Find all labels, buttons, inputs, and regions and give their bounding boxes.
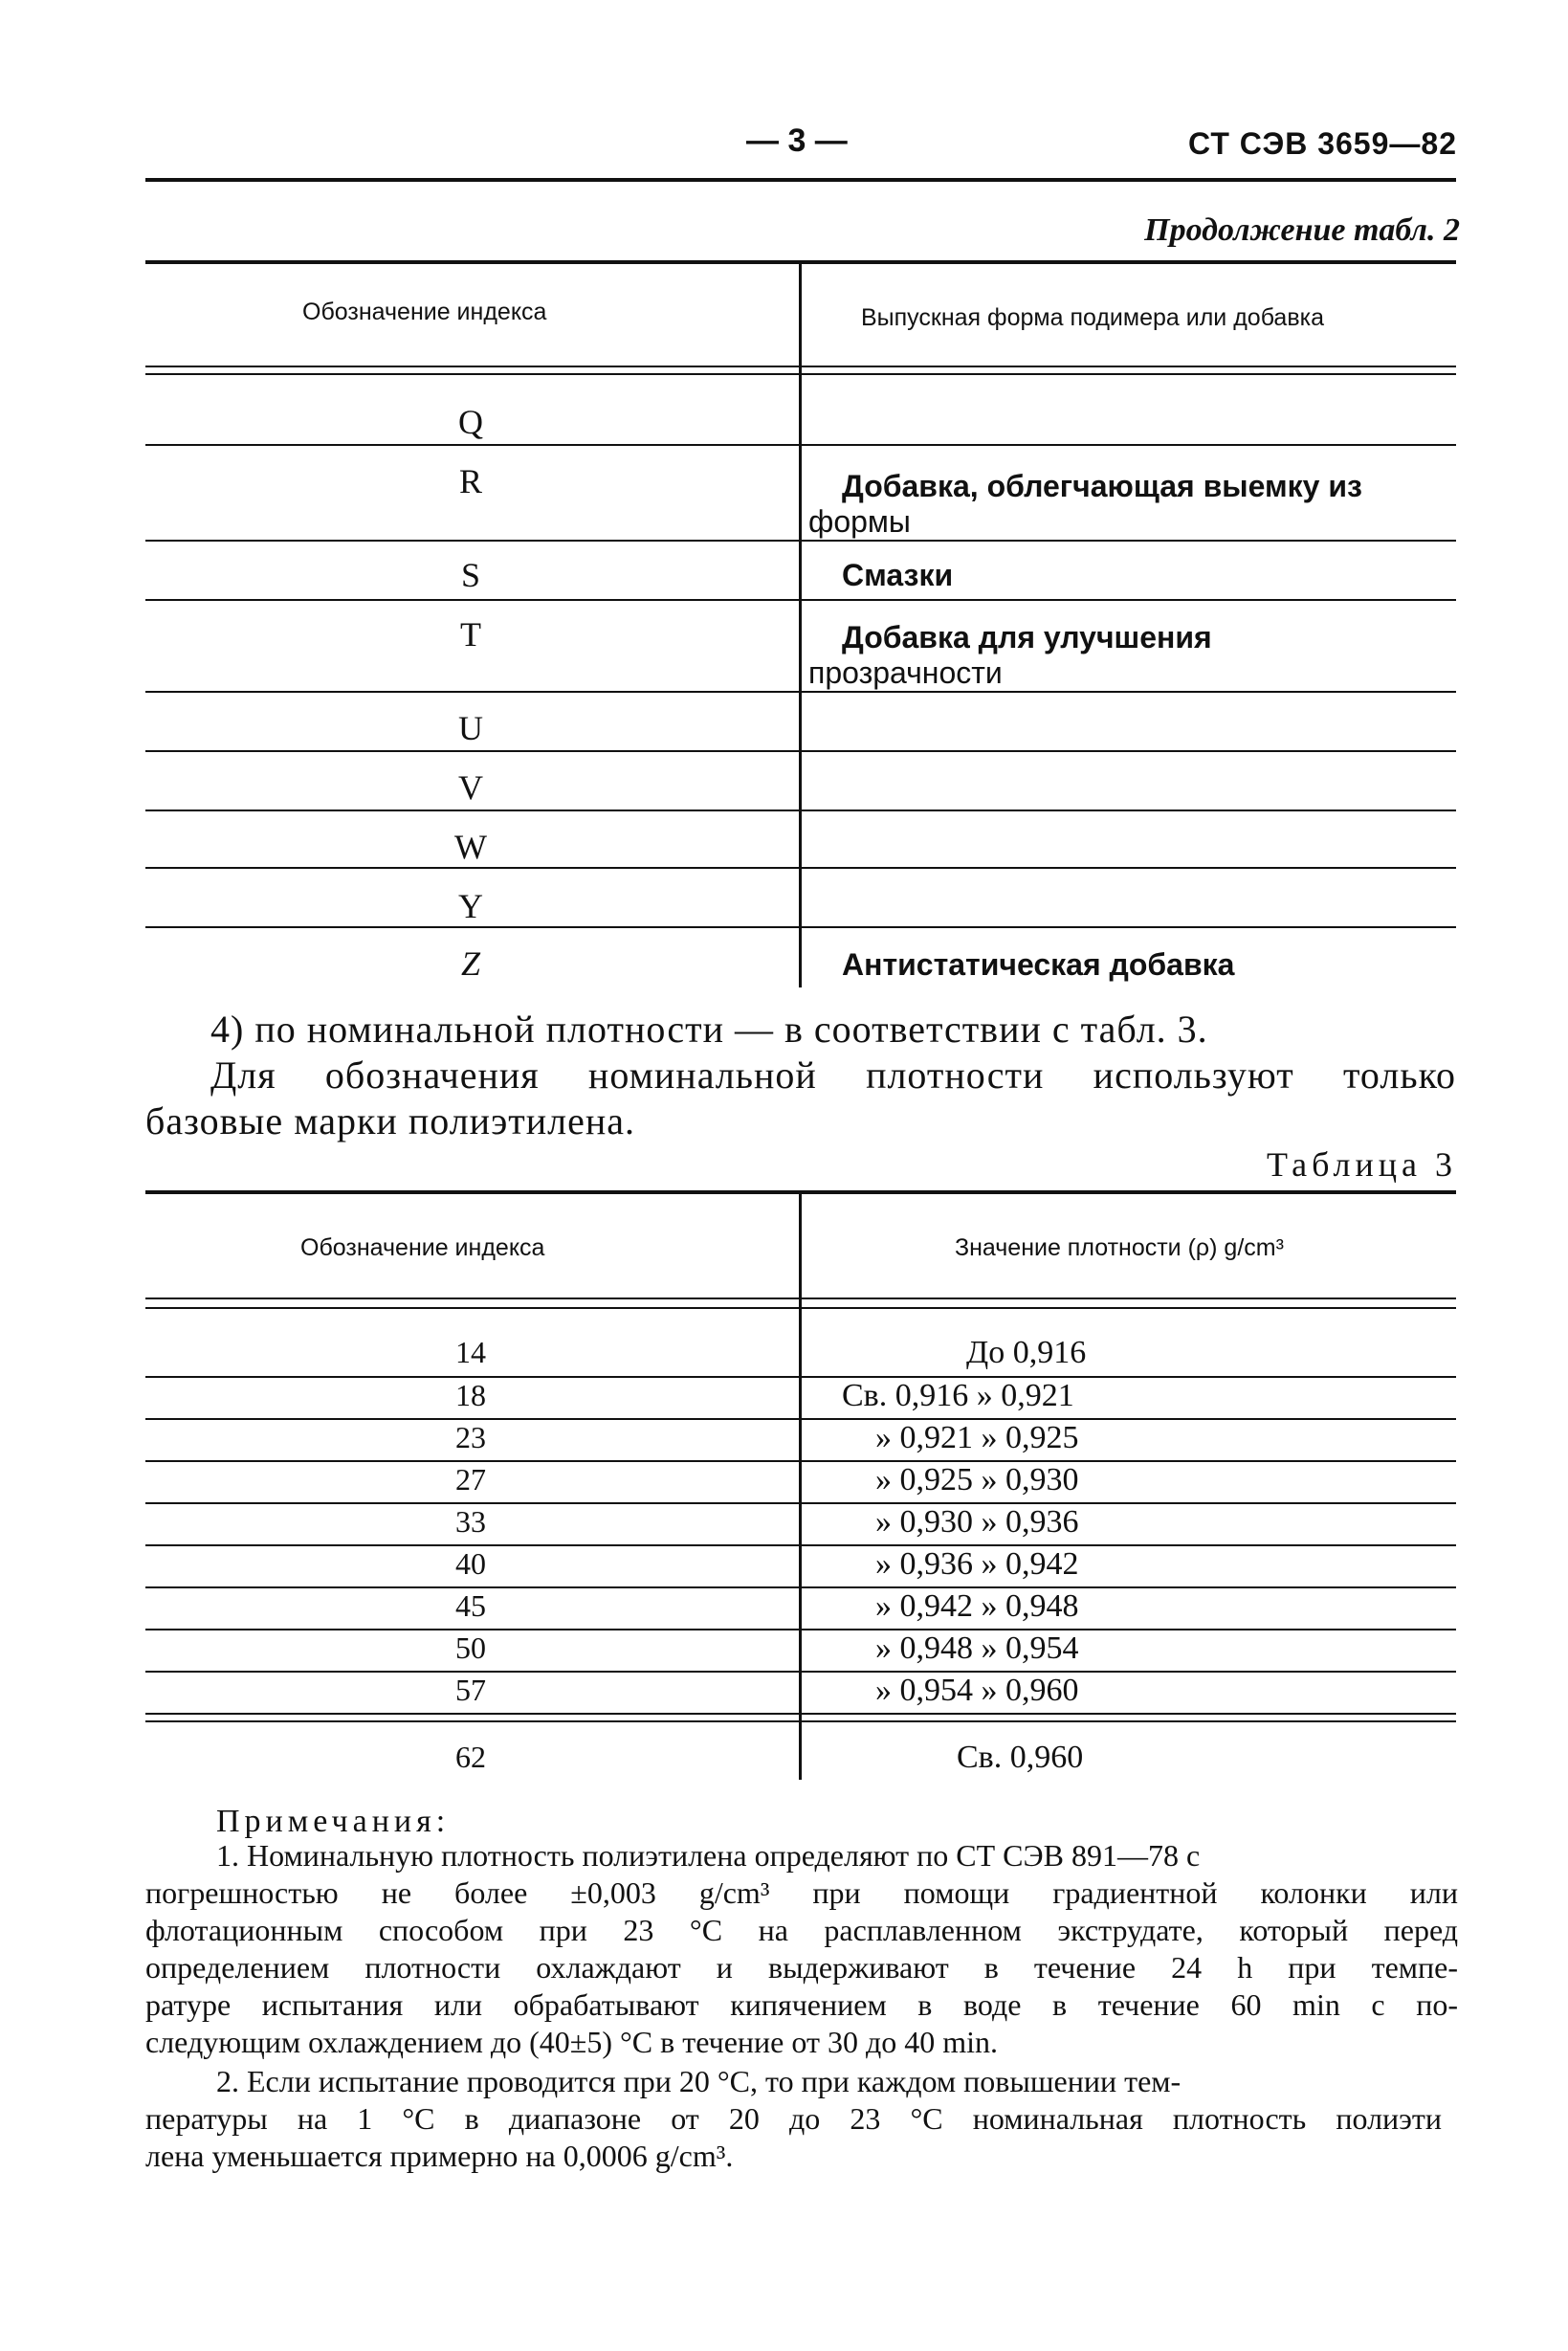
table2-header-rule-2 — [145, 373, 1456, 375]
note-1 — [145, 1837, 1458, 2061]
paragraph-note-line1: Для обозначения номинальной плотности используют только — [210, 1054, 1456, 1097]
note-2-line: пературы на 1 °С в диапазоне от 20 до 23 °С номинальная плотность полиэти — [145, 2101, 1442, 2136]
table3-value: До 0,916 — [966, 1335, 1087, 1370]
table2-continuation: Продолжение табл. 2 — [1144, 212, 1460, 248]
table2-header-rule — [145, 366, 1456, 367]
table2-form-r-line1: Добавка, облегчающая выемку из — [842, 469, 1362, 503]
page-number: — 3 — — [746, 122, 848, 159]
table2-row-rule — [145, 444, 1456, 446]
table3-index: 45 — [455, 1588, 486, 1623]
table3-index: 33 — [455, 1504, 486, 1539]
table2-form-s — [808, 558, 1454, 593]
table3-value: » 0,948 » 0,954 — [875, 1630, 1079, 1666]
table3-index: 50 — [455, 1630, 486, 1665]
table3-header-index: Обозначение индекса — [300, 1234, 545, 1261]
note-1-line: флотационным способом при 23 °С на расплавленном экструдате, который перед — [145, 1913, 1458, 1947]
table2-row-rule — [145, 926, 1456, 928]
note-1-line: погрешностью не более ±0,003 g/cm³ при помощи градиентной колонки или — [145, 1875, 1458, 1910]
table2-header-form: Выпускная форма подимера или добавка — [861, 304, 1325, 331]
table3-row-rule — [145, 1713, 1456, 1715]
table2-index-t: T — [460, 615, 481, 654]
notes-title: Примечания: — [216, 1804, 451, 1839]
table2-index-v: V — [458, 768, 483, 807]
table3-index: 27 — [455, 1462, 486, 1497]
standard-code: СТ СЭВ 3659—82 — [1188, 126, 1457, 161]
table3-index: 62 — [455, 1740, 486, 1774]
table2-index-q: Q — [458, 403, 483, 441]
table3-value: Св. 0,916 » 0,921 — [842, 1378, 1074, 1413]
table3-index: 57 — [455, 1673, 486, 1707]
table3-value: » 0,954 » 0,960 — [875, 1673, 1079, 1708]
table2-row-rule — [145, 540, 1456, 542]
table2-index-r: R — [458, 462, 482, 500]
table3-header-rule — [145, 1297, 1456, 1299]
table2-row-rule — [145, 691, 1456, 693]
table3-index: 18 — [455, 1378, 486, 1412]
table3-header-rule-2 — [145, 1307, 1456, 1309]
note-1-line: следующим охлаждением до (40±5) °С в течение от 30 до 40 min. — [145, 2025, 998, 2059]
table2-form-r-line2: формы — [808, 503, 911, 539]
paragraph-note-line2: базовые марки полиэтилена. — [145, 1099, 635, 1142]
table2-row-rule — [145, 867, 1456, 869]
note-2-line: 2. Если испытание проводится при 20 °С, то при каждом повышении тем- — [216, 2064, 1182, 2098]
note-2-line: лена уменьшается примерно на 0,0006 g/cm³. — [145, 2139, 734, 2173]
paragraph-density: 4) по номинальной плотности — в соответствии с табл. 3. — [210, 1008, 1208, 1051]
table2-form-t-line1: Добавка для улучшения — [842, 620, 1212, 654]
table2-form-r — [808, 469, 1454, 540]
table2-index-z: Z — [460, 944, 481, 983]
table3-value: Св. 0,960 — [957, 1740, 1084, 1775]
table2-index-y: Y — [458, 887, 483, 925]
table3-value: » 0,942 » 0,948 — [875, 1588, 1079, 1624]
table2-form-s-line1: Смазки — [842, 558, 954, 592]
note-1-line: 1. Номинальную плотность полиэтилена определяют по СТ СЭВ 891—78 с — [216, 1838, 1201, 1873]
table3-value: » 0,936 » 0,942 — [875, 1546, 1079, 1582]
table3-index: 14 — [455, 1335, 486, 1369]
table2-row-rule — [145, 810, 1456, 811]
note-2 — [145, 2063, 1458, 2175]
table2-index-u: U — [458, 709, 483, 747]
table2-form-z — [808, 947, 1454, 983]
table3-caption: Таблица 3 — [1267, 1145, 1457, 1184]
table3-value: » 0,925 » 0,930 — [875, 1462, 1079, 1497]
table2-index-w: W — [454, 828, 487, 866]
table2-form-t-line2: прозрачности — [808, 654, 1003, 690]
table2-column-divider — [799, 262, 802, 987]
table3-value: » 0,930 » 0,936 — [875, 1504, 1079, 1540]
table3-column-divider — [799, 1192, 802, 1780]
table3-row-rule-2 — [145, 1720, 1456, 1722]
table2-row-rule — [145, 599, 1456, 601]
table3-header-density: Значение плотности (ρ) g/cm³ — [955, 1234, 1284, 1261]
note-1-line: определением плотности охлаждают и выдерживают в течение 24 h при темпе- — [145, 1950, 1458, 1985]
table2-form-t — [808, 620, 1454, 691]
table2-header-index: Обозначение индекса — [302, 299, 547, 325]
table3-index: 23 — [455, 1420, 486, 1454]
table3-value: » 0,921 » 0,925 — [875, 1420, 1079, 1455]
table2-index-s: S — [460, 556, 481, 594]
header-rule — [145, 178, 1456, 182]
table2-row-rule — [145, 750, 1456, 752]
note-1-line: ратуре испытания или обрабатывают кипячением в воде в течение 60 min с по- — [145, 1987, 1458, 2022]
table3-index: 40 — [455, 1546, 486, 1581]
table2-form-z-line1: Антистатическая добавка — [842, 947, 1235, 982]
